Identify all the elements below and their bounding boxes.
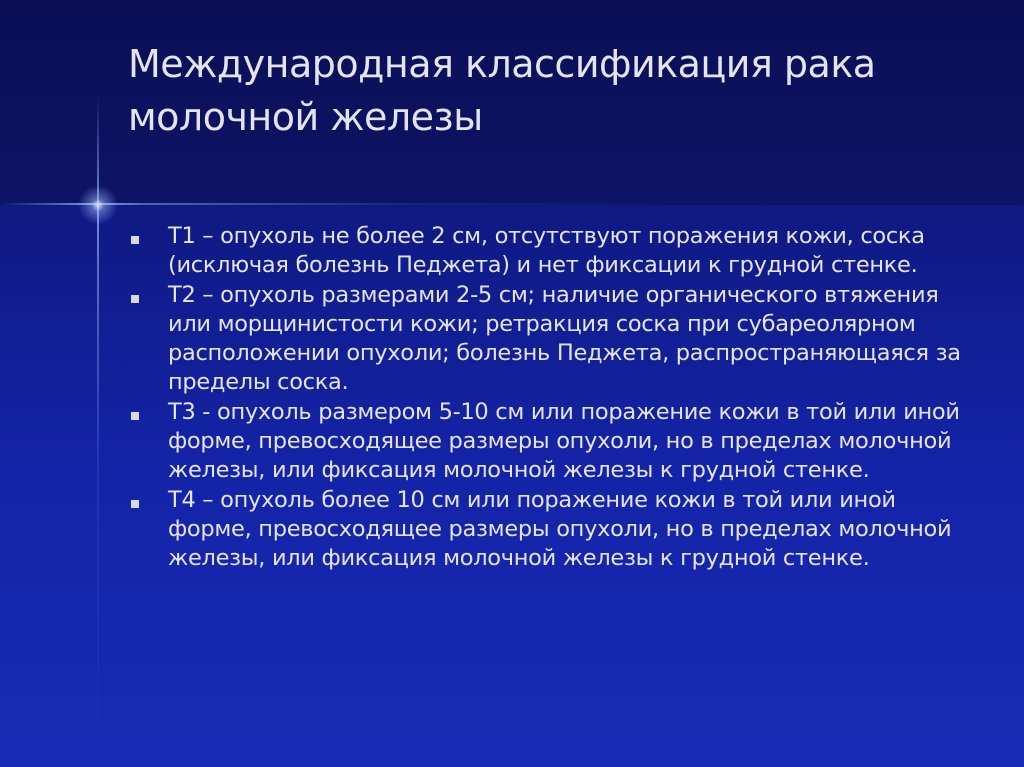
square-bullet-icon bbox=[131, 500, 139, 508]
list-item-text: T3 - опухоль размером 5-10 см или поражение кожи в той или иной форме, превосходящее размеры опухоли, но в пределах молочной железы, или фиксация молочной железы к грудной стенке. bbox=[168, 399, 960, 483]
square-bullet-icon bbox=[131, 236, 139, 244]
list-item-text: T1 – опухоль не более 2 см, отсутствуют поражения кожи, соска (исключая болезнь Педжета) и нет фиксации к грудной стенке. bbox=[168, 223, 925, 278]
light-flare-horizontal bbox=[0, 203, 1024, 205]
list-item-t3 bbox=[128, 398, 978, 485]
list-item-t2 bbox=[128, 281, 978, 397]
square-bullet-icon bbox=[131, 412, 139, 420]
list-item-text: T2 – опухоль размерами 2-5 см; наличие органического втяжения или морщинистости кожи; ретракция соска при субареолярном расположении опухоли; болезнь Педжета, распространяющаяся за пределы соска. bbox=[168, 282, 961, 395]
list-item-t1 bbox=[128, 222, 978, 280]
list-item-text: T4 – опухоль более 10 см или поражение кожи в той или иной форме, превосходящее размеры опухоли, но в пределах молочной железы, или фиксация молочной железы к грудной стенке. bbox=[168, 487, 952, 571]
list-item-t4 bbox=[128, 486, 978, 573]
light-flare-glow bbox=[78, 185, 118, 225]
square-bullet-icon bbox=[131, 295, 139, 303]
classification-list bbox=[128, 222, 978, 574]
slide-title: Международная классификация рака молочной железы bbox=[128, 42, 876, 139]
